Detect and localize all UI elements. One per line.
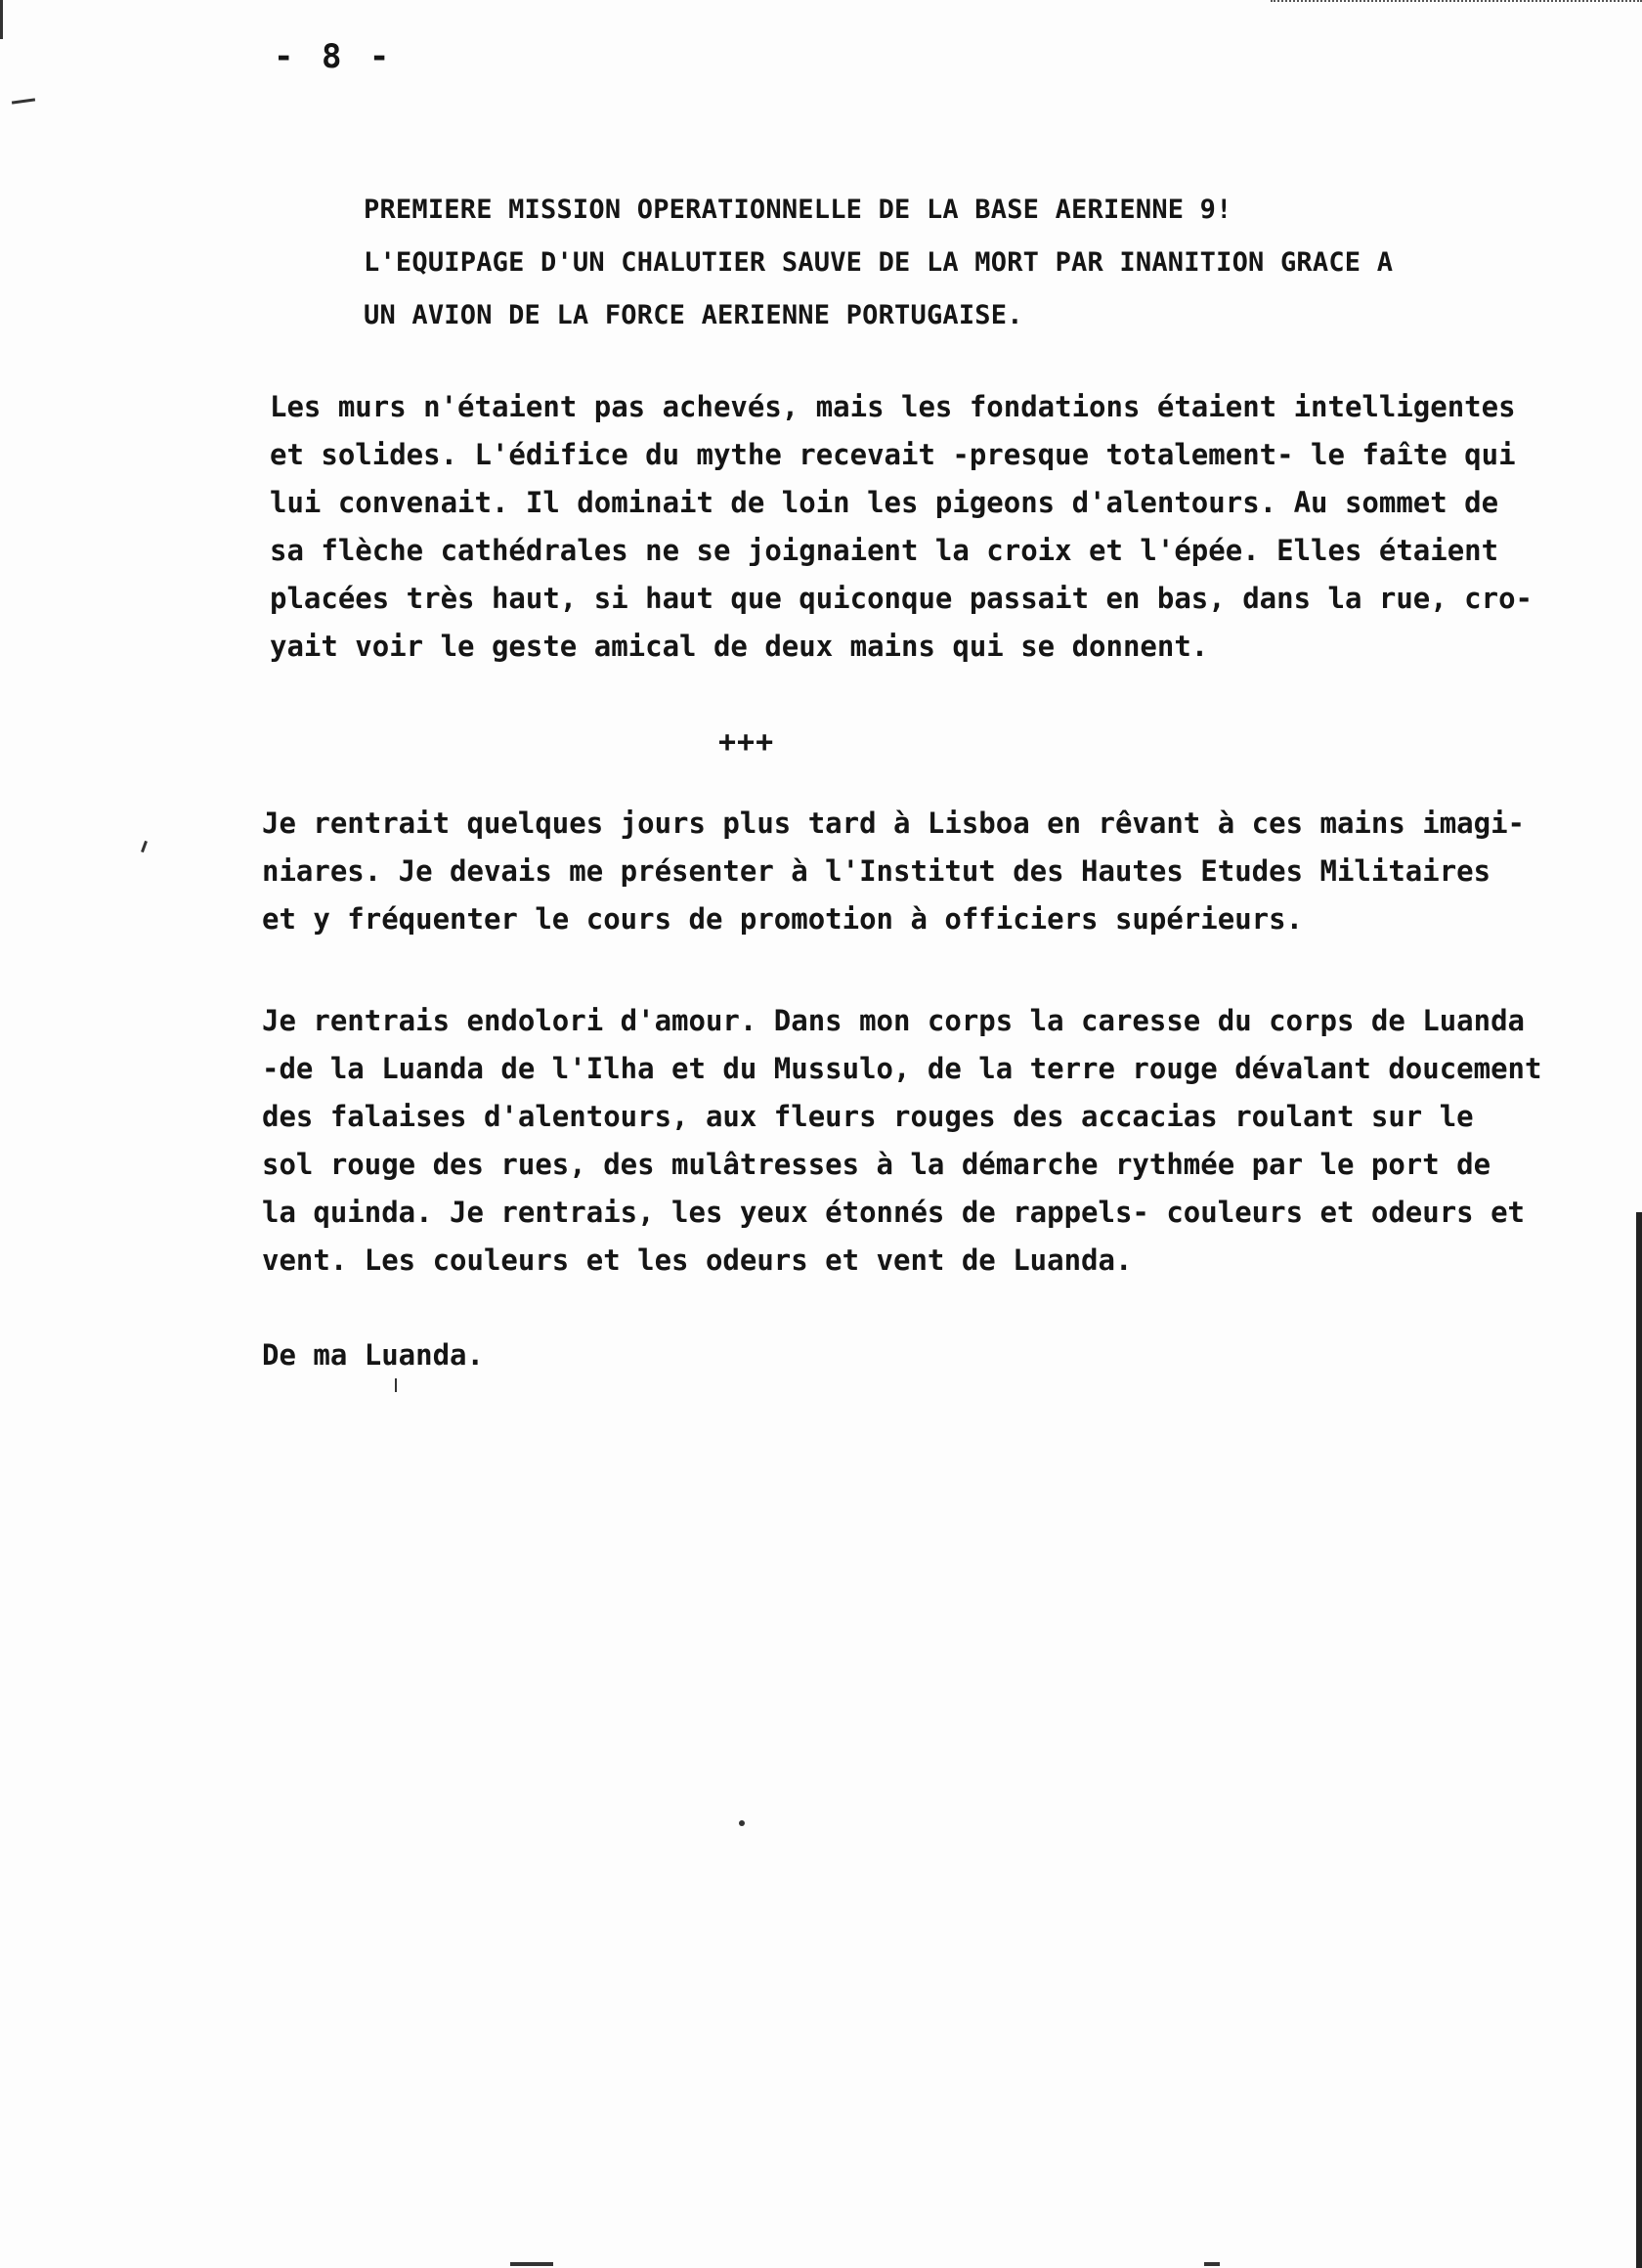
top-dotted-rule	[1271, 0, 1642, 5]
scan-mark	[739, 1820, 745, 1826]
text-line: -de la Luanda de l'Ilha et du Mussulo, de la terre rouge dévalant doucement	[262, 1052, 1542, 1085]
scan-mark	[141, 841, 148, 852]
scan-mark	[1204, 2262, 1220, 2266]
text-line: et solides. L'édifice du mythe recevait -presque totalement- le faîte qui	[270, 438, 1516, 471]
left-scan-edge	[0, 0, 3, 39]
text-line: yait voir le geste amical de deux mains qui se donnent.	[270, 630, 1209, 663]
text-line: Les murs n'étaient pas achevés, mais les fondations étaient intelligentes	[270, 390, 1516, 423]
section-separator: +++	[718, 725, 775, 760]
heading-line: UN AVION DE LA FORCE AERIENNE PORTUGAISE.	[364, 300, 1023, 330]
text-line: lui convenait. Il dominait de loin les pigeons d'alentours. Au sommet de	[270, 486, 1499, 519]
article-heading	[364, 184, 1566, 342]
paragraph-4	[262, 1331, 1611, 1379]
text-line: vent. Les couleurs et les odeurs et vent de Luanda.	[262, 1243, 1133, 1277]
right-scan-edge	[1636, 1212, 1642, 2268]
paragraph-3	[262, 997, 1611, 1285]
text-line: Je rentrait quelques jours plus tard à Lisboa en rêvant à ces mains imagi-	[262, 807, 1526, 840]
scan-mark	[510, 2262, 553, 2266]
text-line: la quinda. Je rentrais, les yeux étonnés de rappels- couleurs et odeurs et	[262, 1196, 1526, 1229]
text-line: De ma Luanda.	[262, 1338, 484, 1372]
scan-mark	[12, 98, 35, 104]
heading-line: PREMIERE MISSION OPERATIONNELLE DE LA BASE AERIENNE 9!	[364, 195, 1232, 225]
text-line: sol rouge des rues, des mulâtresses à la démarche rythmée par le port de	[262, 1148, 1491, 1181]
paragraph-2	[262, 800, 1611, 943]
text-line: des falaises d'alentours, aux fleurs rouges des accacias roulant sur le	[262, 1100, 1474, 1133]
scan-mark	[395, 1378, 397, 1392]
heading-line: L'EQUIPAGE D'UN CHALUTIER SAUVE DE LA MORT PAR INANITION GRACE A	[364, 247, 1394, 278]
text-line: sa flèche cathédrales ne se joignaient la croix et l'épée. Elles étaient	[270, 534, 1499, 567]
paragraph-1	[270, 383, 1619, 671]
text-line: placées très haut, si haut que quiconque passait en bas, dans la rue, cro-	[270, 582, 1534, 615]
text-line: Je rentrais endolori d'amour. Dans mon corps la caresse du corps de Luanda	[262, 1004, 1526, 1037]
text-line: et y fréquenter le cours de promotion à officiers supérieurs.	[262, 902, 1304, 936]
text-line: niares. Je devais me présenter à l'Institut des Hautes Etudes Militaires	[262, 854, 1491, 888]
page-number: - 8 -	[274, 37, 394, 76]
